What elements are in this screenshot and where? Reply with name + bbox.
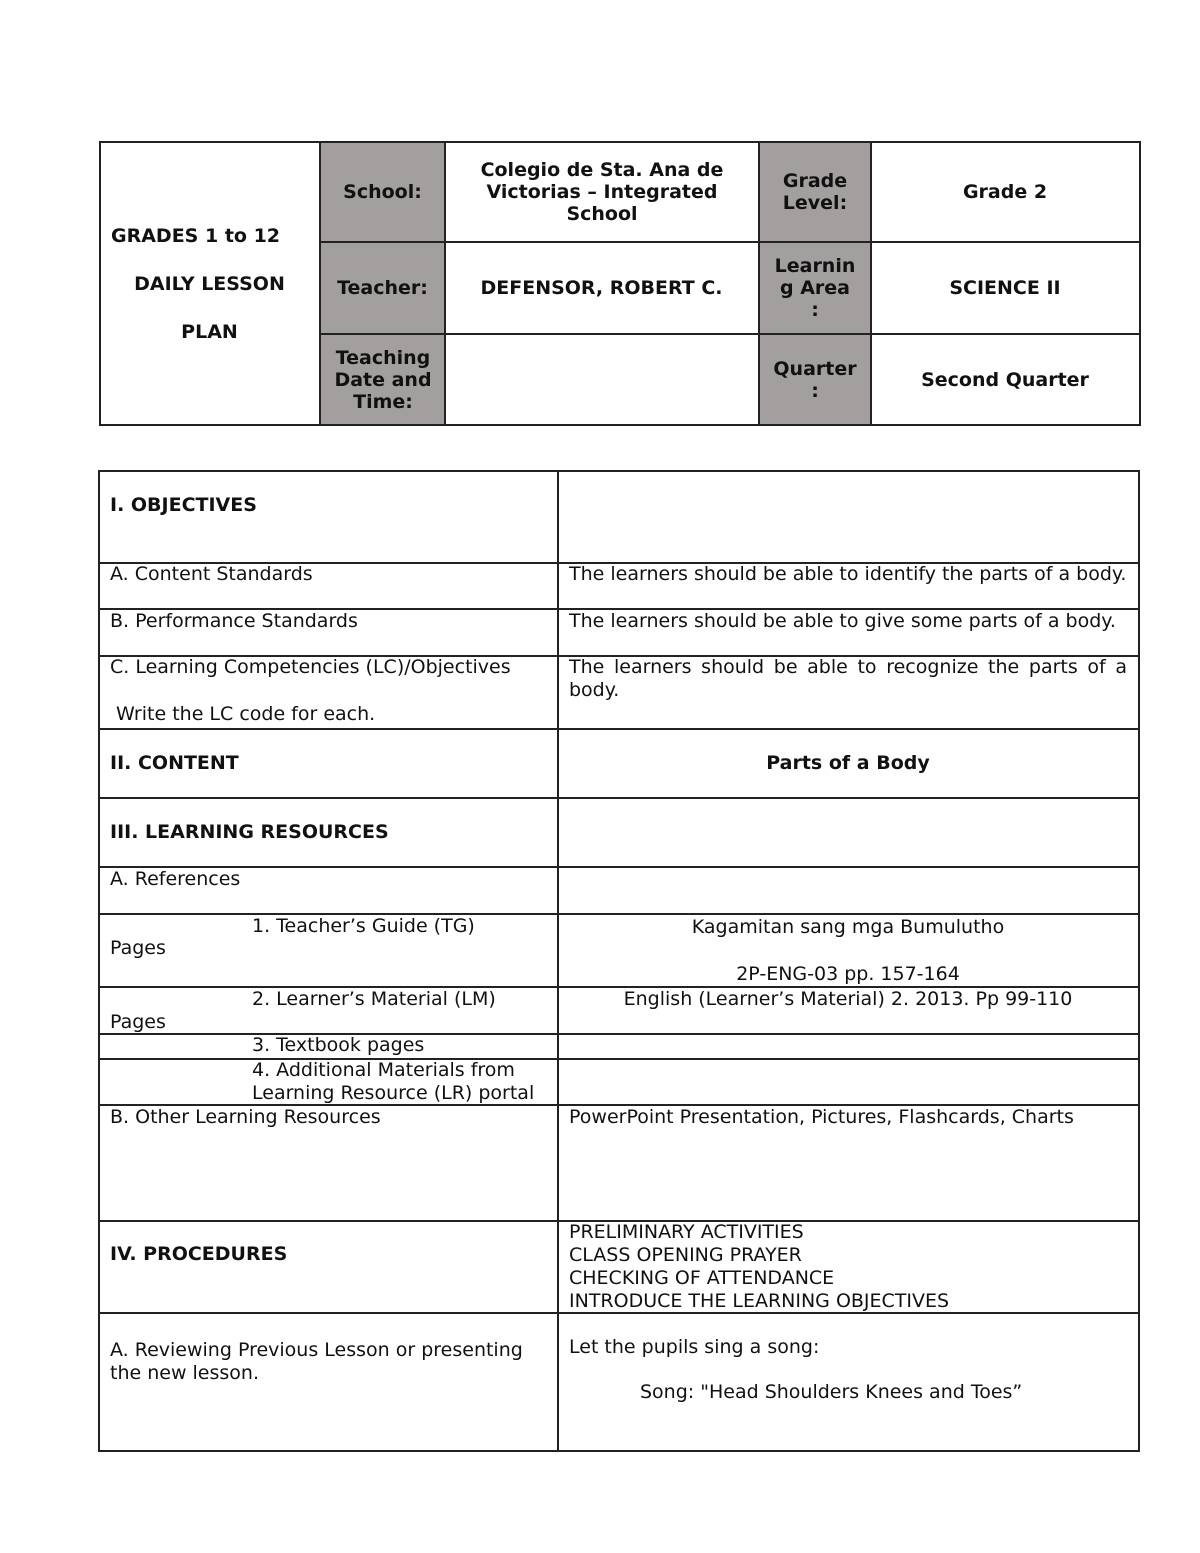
tg-pages: Pages [110,937,166,959]
lm-value: English (Learner’s Material) 2. 2013. Pp 99-110 [623,988,1073,1010]
title-line-1: GRADES 1 to 12 [111,225,281,247]
review-song: Song: "Head Shoulders Knees and Toes” [640,1381,1023,1403]
content-heading: II. CONTENT [110,752,239,774]
quarter-label: Quarter : [773,357,857,402]
learning-area-value: SCIENCE II [949,277,1061,299]
competencies-label: C. Learning Competencies (LC)/Objectives [110,656,511,678]
date-value [445,334,758,425]
resources-heading: III. LEARNING RESOURCES [110,821,389,843]
procedures-heading: IV. PROCEDURES [110,1243,288,1265]
tg-value-1: Kagamitan sang mga Bumulutho [691,916,1005,938]
school-label: School: [343,181,422,203]
tg-label: 1. Teacher’s Guide (TG) [252,915,475,937]
review-label: A. Reviewing Previous Lesson or presenting the new lesson. [110,1339,523,1384]
preliminary-item: CLASS OPENING PRAYER [569,1244,802,1266]
performance-standards-label: B. Performance Standards [110,610,358,632]
additional-label-1: 4. Additional Materials from [252,1059,515,1081]
preliminary-item: CHECKING OF ATTENDANCE [569,1267,835,1289]
competencies-value: The learners should be able to recognize the parts of a body. [569,656,1127,701]
review-instruction: Let the pupils sing a song: [569,1336,820,1358]
quarter-value: Second Quarter [921,368,1089,391]
references-label: A. References [110,868,241,890]
teacher-value: DEFENSOR, ROBERT C. [480,277,723,299]
grade-level-value: Grade 2 [962,181,1048,203]
content-standards-value: The learners should be able to identify the parts of a body. [569,563,1127,585]
competencies-note: Write the LC code for each. [116,703,376,725]
other-resources-value: PowerPoint Presentation, Pictures, Flashcards, Charts [569,1106,1074,1128]
lm-label: 2. Learner’s Material (LM) [252,988,496,1010]
performance-standards-value: The learners should be able to give some parts of a body. [569,610,1116,632]
preliminary-item: INTRODUCE THE LEARNING OBJECTIVES [569,1290,950,1312]
lm-pages: Pages [110,1011,166,1033]
objectives-heading: I. OBJECTIVES [110,494,257,516]
header-table [0,0,1200,440]
preliminary-item: PRELIMINARY ACTIVITIES [569,1221,804,1243]
title-line-2: DAILY LESSON [134,273,285,295]
grade-level-label: Grade Level: [782,170,848,214]
additional-label-2: Learning Resource (LR) portal [252,1082,535,1104]
teacher-label: Teacher: [337,277,428,299]
other-resources-label: B. Other Learning Resources [110,1106,381,1128]
title-line-3: PLAN [181,321,238,343]
date-label: Teaching Date and Time: [334,346,432,413]
textbook-label: 3. Textbook pages [252,1034,425,1056]
content-standards-label: A. Content Standards [110,563,313,585]
learning-area-label: Learnin g Area : [774,255,856,321]
content-value: Parts of a Body [766,752,930,774]
tg-value-2: 2P-ENG-03 pp. 157-164 [736,963,960,985]
school-value: Colegio de Sta. Ana de Victorias – Integrated School [480,159,724,225]
